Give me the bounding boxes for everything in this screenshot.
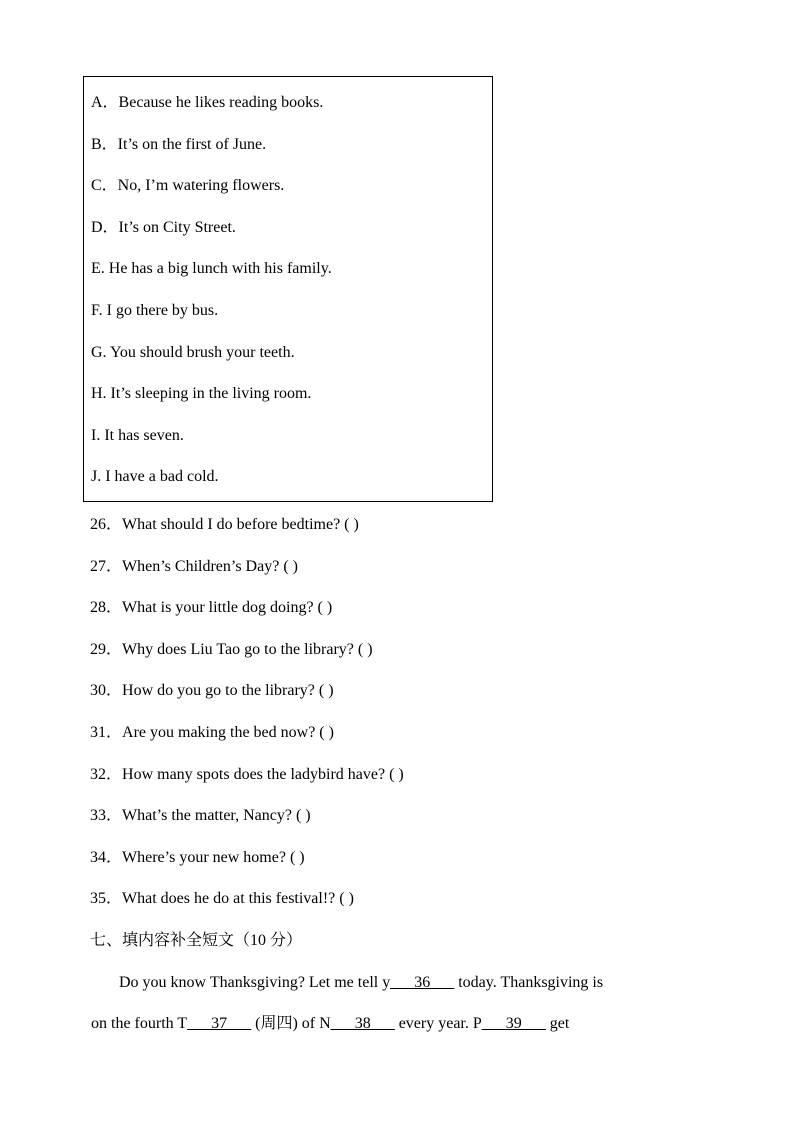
option-i: I. It has seven. [91, 427, 184, 444]
passage-text: every year. P [394, 1015, 482, 1032]
question-number: 26． [90, 516, 123, 533]
option-c: C．No, I’m watering flowers. [91, 177, 285, 194]
question-text: How do you go to the library? ( ) [122, 682, 334, 699]
passage-text: (周四) of N [251, 1015, 331, 1032]
question-34 [90, 848, 305, 868]
question-text: Are you making the bed now? ( ) [122, 724, 334, 741]
question-number: 28． [90, 599, 123, 616]
question-28 [90, 598, 332, 618]
question-31 [90, 723, 334, 743]
question-text: Why does Liu Tao go to the library? ( ) [122, 641, 373, 658]
option-f: F. I go there by bus. [91, 302, 219, 319]
option-b: B．It’s on the first of June. [91, 136, 267, 153]
question-30 [90, 681, 334, 701]
blank-37: ___37___ [187, 1015, 252, 1032]
question-number: 34． [90, 849, 123, 866]
option-e: E. He has a big lunch with his family. [91, 260, 332, 277]
option-j: J. I have a bad cold. [91, 468, 219, 485]
passage-text: today. Thanksgiving is [454, 974, 604, 991]
question-text: What does he do at this festival!? ( ) [122, 890, 354, 907]
option-h: H. It’s sleeping in the living room. [91, 385, 312, 402]
passage-text: get [545, 1015, 570, 1032]
question-number: 27． [90, 558, 123, 575]
question-number: 33． [90, 807, 123, 824]
question-number: 29． [90, 641, 123, 658]
passage-line-2 [91, 1014, 569, 1034]
question-text: How many spots does the ladybird have? ( ) [122, 766, 404, 783]
question-33 [90, 806, 311, 826]
passage-line-1 [119, 973, 603, 993]
question-text: What’s the matter, Nancy? ( ) [122, 807, 311, 824]
section-heading: 七、填内容补全短文（10 分） [90, 932, 303, 949]
question-35 [90, 889, 354, 909]
question-number: 32． [90, 766, 123, 783]
question-text: When’s Children’s Day? ( ) [122, 558, 298, 575]
passage-text: on the fourth T [91, 1015, 188, 1032]
option-d: D．It’s on City Street. [91, 219, 236, 236]
question-26 [90, 515, 359, 535]
option-g: G. You should brush your teeth. [91, 344, 295, 361]
question-number: 35． [90, 890, 123, 907]
passage-text: Do you know Thanksgiving? Let me tell y [119, 974, 391, 991]
option-a: A．Because he likes reading books. [91, 94, 324, 111]
blank-39: ___39___ [481, 1015, 546, 1032]
question-text: What is your little dog doing? ( ) [122, 599, 333, 616]
question-number: 31． [90, 724, 123, 741]
blank-38: ___38___ [330, 1015, 395, 1032]
question-29 [90, 640, 373, 660]
blank-36: ___36___ [390, 974, 455, 991]
question-27 [90, 557, 298, 577]
question-32 [90, 765, 404, 785]
question-text: Where’s your new home? ( ) [122, 849, 305, 866]
question-text: What should I do before bedtime? ( ) [122, 516, 359, 533]
question-number: 30． [90, 682, 123, 699]
